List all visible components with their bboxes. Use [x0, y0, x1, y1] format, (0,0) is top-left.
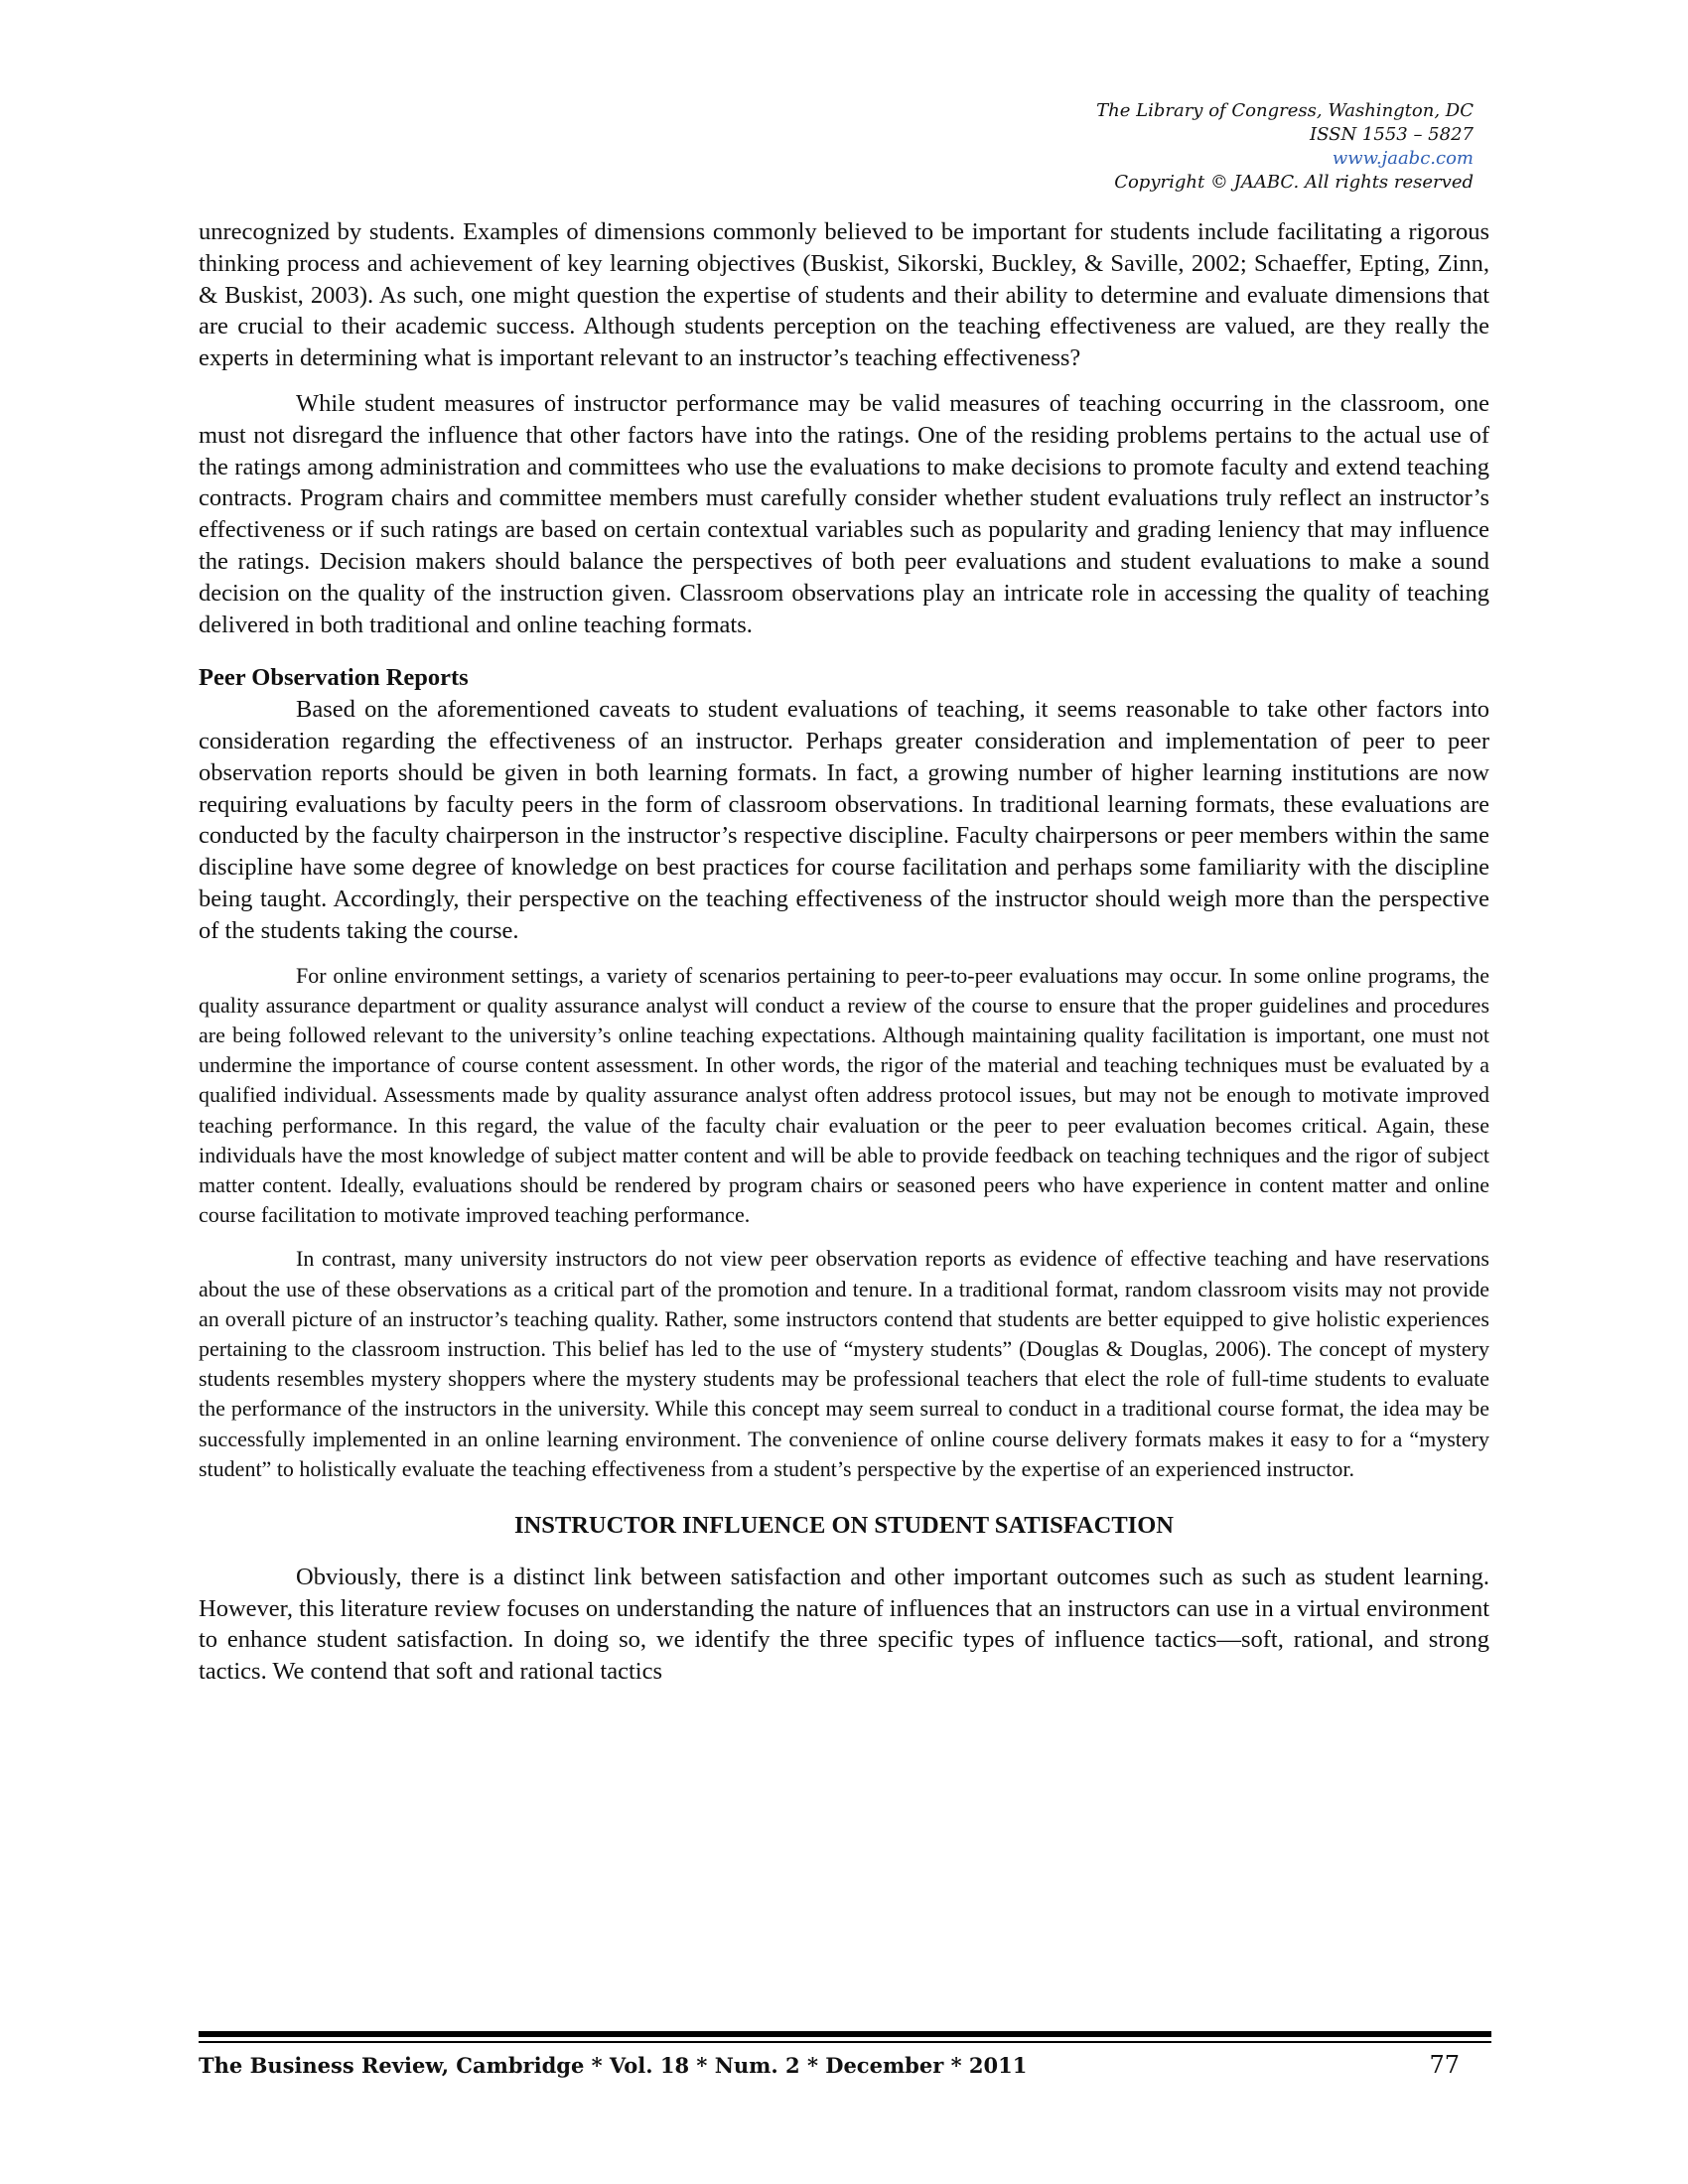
instructor-influence-section-title: INSTRUCTOR INFLUENCE ON STUDENT SATISFACTION — [514, 1511, 1174, 1539]
page-number: 77 — [1429, 2051, 1460, 2079]
paragraph-2: While student measures of instructor performance may be valid measures of teaching occurring in the classroom, one must not disregard the influence that other factors have into the ratings. One of the residing problems pertains to the actual use of the ratings among administration and committees who use the evaluations to make decisions to promote faculty and extend teaching contracts. Program chairs and committee members must carefully consider whether student evaluations truly reflect an instructor’s effectiveness or if such ratings are based on certain contextual variables such as popularity and grading leniency that may influence the ratings. Decision makers should balance the perspectives of both peer evaluations and student evaluations to make a sound decision on the quality of the instruction given. Classroom observations play an intricate role in accessing the quality of teaching delivered in both traditional and online teaching formats. — [199, 389, 1489, 638]
header-issn-line: ISSN 1553 – 5827 — [1310, 124, 1474, 145]
page-header — [1096, 99, 1474, 195]
paragraph-6: Obviously, there is a distinct link between satisfaction and other important outcomes such as such as student learning. However, this literature review focuses on understanding the nature of influences that an instructors can use in a virtual environment to enhance student satisfaction. In doing so, we identify the three specific types of influence tactics—soft, rational, and strong tactics. We contend that soft and rational tactics — [199, 1563, 1489, 1686]
header-website-link[interactable]: www.jaabc.com — [1332, 148, 1474, 169]
paragraph-1: unrecognized by students. Examples of dimensions commonly believed to be important for students include facilitating a rigorous thinking process and achievement of key learning objectives (Buskist, Sikorski, Buckley, & Saville, 2002; Schaeffer, Epting, Zinn, & Buskist, 2003). As such, one might question the expertise of students and their ability to determine and evaluate dimensions that are crucial to their academic success. Although students perception on the teaching effectiveness are valued, are they really the experts in determining what is important relevant to an instructor’s teaching effectiveness? — [199, 218, 1489, 372]
header-publisher-line: The Library of Congress, Washington, DC — [1096, 100, 1474, 121]
footer-rule-thin — [199, 2041, 1491, 2043]
paragraph-5: In contrast, many university instructors do not view peer observation reports as evidence of effective teaching and have reservations about the use of these observations as a critical part of the promotion and tenure. In a traditional format, random classroom visits may not provide an overall picture of an instructor’s teaching quality. Rather, some instructors contend that students are better equipped to give holistic experiences pertaining to the classroom instruction. This belief has led to the use of “mystery students” (Douglas & Douglas, 2006). The concept of mystery students resembles mystery shoppers where the mystery students may be professional teachers that elect the role of full-time students to evaluate the performance of the instructors in the university. While this concept may seem surreal to conduct in a traditional course format, the idea may be successfully implemented in an online learning environment. The convenience of online course delivery formats makes it easy to for a “mystery student” to holistically evaluate the teaching effectiveness from a student’s perspective by the expertise of an experienced instructor. — [199, 1246, 1489, 1481]
peer-observation-heading: Peer Observation Reports — [199, 664, 469, 692]
footer-journal-citation: The Business Review, Cambridge * Vol. 18 * Num. 2 * December * 2011 — [199, 2053, 1028, 2078]
article-body — [199, 216, 1489, 1702]
header-copyright-line: Copyright © JAABC. All rights reserved — [1114, 172, 1474, 193]
paragraph-3: Based on the aforementioned caveats to student evaluations of teaching, it seems reasonable to take other factors into consideration regarding the effectiveness of an instructor. Perhaps greater consideration and implementation of peer to peer observation reports should be given in both learning formats. In fact, a growing number of higher learning institutions are now requiring evaluations by faculty peers in the form of classroom observations. In traditional learning formats, these evaluations are conducted by the faculty chairperson in the instructor’s respective discipline. Faculty chairpersons or peer members within the same discipline have some degree of knowledge on best practices for course facilitation and perhaps some familiarity with the discipline being taught. Accordingly, their perspective on the teaching effectiveness of the instructor should weigh more than the perspective of the students taking the course. — [199, 696, 1489, 944]
paragraph-4: For online environment settings, a variety of scenarios pertaining to peer-to-peer evaluations may occur. In some online programs, the quality assurance department or quality assurance analyst will conduct a review of the course to ensure that the proper guidelines and procedures are being followed relevant to the university’s online teaching expectations. Although maintaining quality facilitation is important, one must not undermine the importance of course content assessment. In other words, the rigor of the material and teaching techniques must be evaluated by a qualified individual. Assessments made by quality assurance analyst often address protocol issues, but may not be enough to motivate improved teaching performance. In this regard, the value of the faculty chair evaluation or the peer to peer evaluation becomes critical. Again, these individuals have the most knowledge of subject matter content and will be able to provide feedback on teaching techniques and the rigor of subject matter content. Ideally, evaluations should be rendered by program chairs or seasoned peers who have experience in content matter and online course facilitation to motivate improved teaching performance. — [199, 962, 1489, 1228]
footer-rule-thick — [199, 2031, 1491, 2037]
